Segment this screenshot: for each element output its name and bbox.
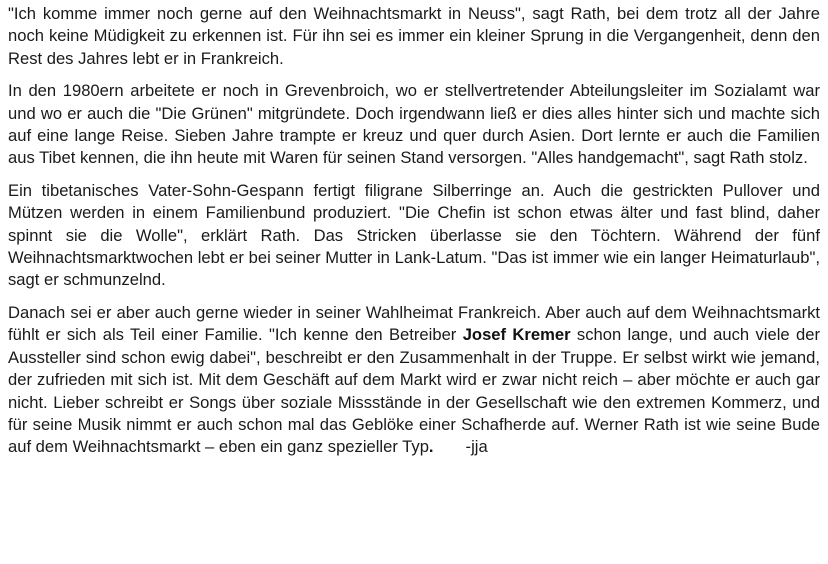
author-signature: -jja bbox=[465, 437, 488, 457]
paragraph-intro: "Ich komme immer noch gerne auf den Weihnachtsmarkt in Neuss", sagt Rath, bei dem trotz all der Jahre noch keine Müdigkeit zu erkennen ist. Für ihn sei es immer ein kleiner Sprung in die Vergangenheit, denn den Rest des Jahres lebt er in Frankreich. bbox=[8, 4, 820, 68]
paragraph-frankreich bbox=[8, 302, 820, 459]
article-body bbox=[8, 3, 820, 459]
final-period: . bbox=[428, 437, 434, 457]
paragraph-grevenbroich: In den 1980ern arbeitete er noch in Grevenbroich, wo er stellvertretender Abteilungsleiter im Sozialamt war und wo er auch die "Die Grünen" mitgründete. Doch irgendwann ließ er dies alles hinter sich und machte sich auf eine lange Reise. Sieben Jahre trampte er kreuz und quer durch Asien. Dort lernte er auch die Familien aus Tibet kennen, die ihn heute mit Waren für seinen Stand versorgen. "Alles handgemacht", sagt Rath stolz. bbox=[8, 81, 820, 168]
paragraph-tibetan-family: Ein tibetanisches Vater-Sohn-Gespann fertigt filigrane Silberringe an. Auch die gestrickten Pullover und Mützen werden in einem Familienbund produziert. "Die Chefin ist schon etwas älter und fast blind, daher spinnt sie die Wolle", erklärt Rath. Das Stricken überlasse sie den Töchtern. Während der fünf Weihnachtsmarktwochen lebt er bei seiner Mutter in Lank-Latum. "Das ist immer wie ein langer Heimaturlaub", sagt er schmunzelnd. bbox=[8, 180, 820, 290]
paragraph-text-after-name: schon lange, und auch viele der Aussteller sind schon ewig dabei", beschreibt er den Zusammenhalt in der Truppe. Er selbst wirkt wie jemand, der zufrieden mit sich ist. Mit dem Geschäft auf dem Markt wird er zwar nicht reich – aber möchte er auch gar nicht. Lieber schreibt er Songs über soziale Missstände in der Gesellschaft wie den extremen Kommerz, und für seine Musik nimmt er auch schon mal das Geblöke einer Schafherde auf. Werner Rath ist wie seine Bude auf dem Weihnachtsmarkt – eben ein ganz spezieller Typ bbox=[8, 325, 820, 457]
person-name-josef-kremer: Josef Kremer bbox=[462, 325, 571, 345]
paragraph-text-before-name: Danach sei er aber auch gerne wieder in seiner Wahlheimat Frankreich. Aber auch auf dem Weihnachtsmarkt fühlt er sich als Teil einer Familie. "Ich kenne den Betreiber bbox=[8, 302, 820, 345]
